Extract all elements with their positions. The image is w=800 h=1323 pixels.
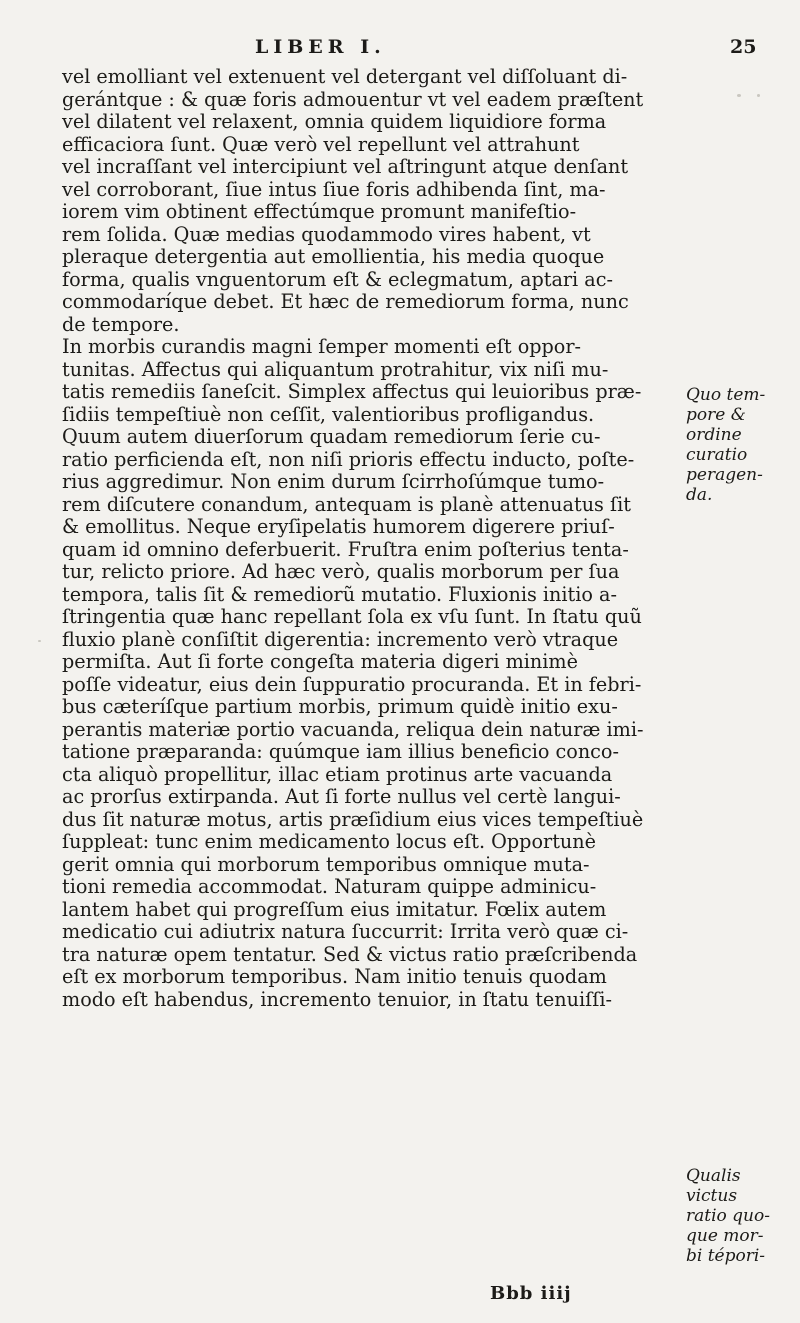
- running-head: LIBER I.: [255, 36, 386, 58]
- text-line: vel emolliant vel extenuent vel detergant vel diſſoluant di-: [62, 65, 628, 88]
- text-line: bus cæteríſque partium morbis, primum quidè initio exu-: [62, 695, 618, 718]
- text-line: rius aggredimur. Non enim durum ſcirrhoſúmque tumo-: [62, 470, 605, 493]
- text-line: quam id omnino deferbuerit. Fruſtra enim poſterius tenta-: [62, 537, 629, 561]
- text-line: poſſe videatur, eius dein ſuppuratio procuranda. Et in febri-: [62, 672, 642, 696]
- text-line: de tempore.: [62, 312, 180, 336]
- text-line: ac prorſus extirpanda. Aut ſi forte nullus vel certè langui-: [62, 785, 621, 808]
- margin-note-line: da.: [686, 485, 713, 505]
- margin-note-diet: [686, 1166, 770, 1266]
- text-line: ratio perficienda eſt, non niſi prioris effectu inducto, poſte-: [62, 447, 635, 471]
- ink-speck: [737, 94, 741, 97]
- margin-note-time-order: [686, 385, 765, 505]
- text-line: commodaríque debet. Et hæc de remediorum forma, nunc: [62, 290, 629, 313]
- ink-speck: [38, 640, 41, 642]
- text-line: vel corroborant, ſiue intus ſiue foris adhibenda ſint, ma-: [62, 177, 606, 201]
- text-line: modo eſt habendus, incremento tenuior, in ſtatu tenuiſſi-: [62, 987, 612, 1011]
- main-text-block: [62, 66, 722, 1011]
- text-line: cta aliquò propellitur, illac etiam protinus arte vacuanda: [62, 762, 613, 786]
- text-line: fluxio planè conſiſtit digerentia: incremento verò vtraque: [62, 627, 619, 651]
- text-line: lantem habet qui progreſſum eius imitatur. Fœlix autem: [62, 897, 607, 921]
- text-line: ſidiis tempeſtiuè non ceſſit, valentioribus profligandus.: [62, 402, 595, 426]
- text-line: tatione præparanda: quúmque iam illius beneficio conco-: [62, 740, 619, 763]
- text-line: tempora, talis ſit & remediorũ mutatio. Fluxionis initio a-: [62, 582, 617, 606]
- margin-note-line: bi tépori-: [686, 1246, 766, 1266]
- text-line: vel incraſſant vel intercipiunt vel aſtringunt atque denſant: [62, 155, 629, 178]
- text-line: dus ſit naturæ motus, artis præſidium eius vices tempeſtiuè: [62, 807, 644, 831]
- text-line: medicatio cui adiutrix natura ſuccurrit: Irrita verò quæ ci-: [62, 920, 629, 943]
- text-line: gerit omnia qui morborum temporibus omnique muta-: [62, 852, 590, 876]
- text-line: eſt ex morborum temporibus. Nam initio tenuis quodam: [62, 965, 607, 988]
- text-line: In morbis curandis magni ſemper momenti eſt oppor-: [62, 335, 582, 358]
- text-line: Quum autem diuerſorum quadam remediorum ſerie cu-: [62, 425, 601, 448]
- margin-note-line: Qualis: [686, 1166, 741, 1186]
- text-line: gerántque : & quæ foris admouentur vt vel eadem præſtent: [62, 87, 644, 111]
- text-line: iorem vim obtinent effectúmque promunt manifeſtio-: [62, 200, 577, 223]
- margin-note-line: pore &: [686, 405, 746, 425]
- text-line: tunitas. Affectus qui aliquantum protrahitur, vix niſi mu-: [62, 357, 609, 381]
- text-line: rem ſolida. Quæ medias quodammodo vires habent, vt: [62, 222, 591, 246]
- text-line: & emollitus. Neque eryſipelatis humorem digerere priuſ-: [62, 515, 615, 538]
- text-line: forma, qualis vnguentorum eſt & eclegmatum, aptari ac-: [62, 267, 613, 291]
- text-line: tur, relicto priore. Ad hæc verò, qualis morborum per ſua: [62, 560, 620, 583]
- text-line: rem diſcutere conandum, antequam is planè attenuatus ſit: [62, 492, 631, 516]
- margin-note-line: que mor-: [686, 1226, 764, 1246]
- signature-mark: Bbb iiij: [490, 1283, 572, 1304]
- margin-note-line: victus: [686, 1186, 738, 1206]
- text-line: ſtringentia quæ hanc repellant ſola ex vſu ſunt. In ſtatu quũ: [62, 605, 642, 628]
- text-line: ſuppleat: tunc enim medicamento locus eſt. Opportunè: [62, 830, 596, 853]
- page-number: 25: [730, 36, 757, 58]
- margin-note-line: Quo tem-: [686, 385, 766, 405]
- margin-note-line: peragen-: [686, 465, 763, 485]
- margin-note-line: ordine: [686, 425, 742, 445]
- text-line: perantis materiæ portio vacuanda, reliqua dein naturæ imi-: [62, 717, 644, 741]
- text-line: tioni remedia accommodat. Naturam quippe adminicu-: [62, 875, 597, 898]
- text-line: pleraque detergentia aut emollientia, his media quoque: [62, 245, 605, 268]
- margin-note-line: curatio: [686, 445, 748, 465]
- ink-speck: [757, 94, 760, 97]
- text-line: efficaciora ſunt. Quæ verò vel repellunt vel attrahunt: [62, 132, 580, 156]
- text-line: vel dilatent vel relaxent, omnia quidem liquidiore forma: [62, 110, 607, 133]
- margin-note-line: ratio quo-: [686, 1206, 770, 1226]
- text-line: permiſta. Aut ſi forte congeſta materia digeri minimè: [62, 650, 578, 673]
- text-line: tra naturæ opem tentatur. Sed & victus ratio præſcribenda: [62, 942, 638, 966]
- page-header: [0, 36, 800, 62]
- text-line: tatis remediis ſaneſcit. Simplex affectus qui leuioribus præ-: [62, 380, 642, 403]
